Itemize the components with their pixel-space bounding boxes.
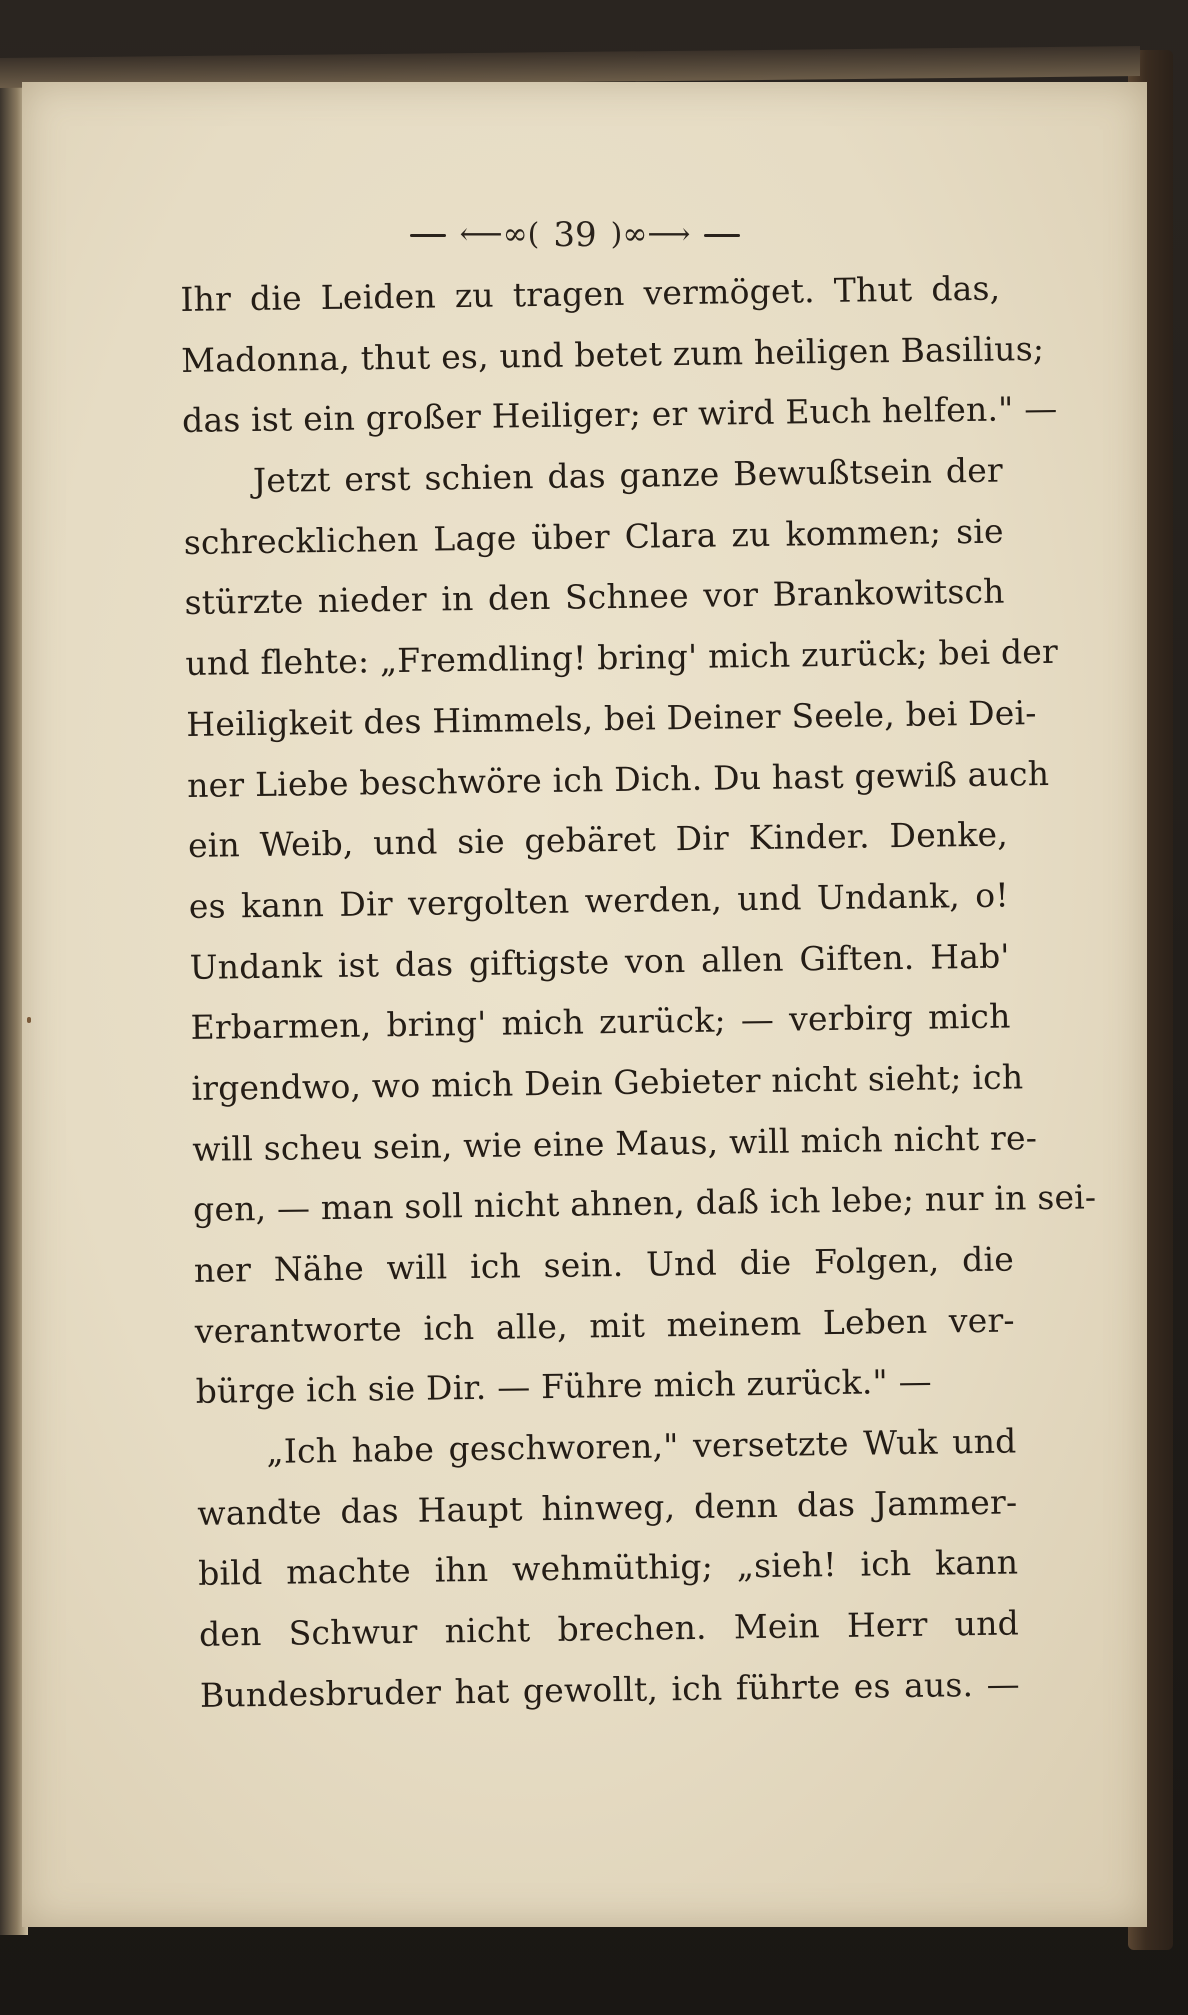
text-line: Heiligkeit des Himmels, bei Deiner Seele, bei Dei- (186, 692, 1037, 744)
text-line: den Schwur nicht brechen. Mein Herr und (198, 1603, 1020, 1654)
text-line: Jetzt erst schien das ganze Bewußtsein der (252, 450, 1004, 501)
text-line: gen, — man soll nicht ahnen, daß ich lebe; nur in sei- (192, 1177, 1097, 1230)
text-line: Ihr die Leiden zu tragen vermöget. Thut das, (180, 268, 1001, 319)
text-line: verantworte ich alle, mit meinem Leben ver- (194, 1300, 1016, 1351)
text-line: und flehte: „Fremdling! bring' mich zurück; bei der (185, 631, 1059, 684)
text-line: „Ich habe geschworen," versetzte Wuk und (266, 1421, 1017, 1471)
text-line: schrecklichen Lage über Clara zu kommen; sie (183, 511, 1004, 562)
text-line: Madonna, thut es, und betet zum heiligen Basilius; (180, 328, 1045, 380)
header-rule-left (410, 234, 446, 237)
page-number: 39 (553, 215, 597, 255)
text-line: irgendwo, wo mich Dein Gebieter nicht sieht; ich (191, 1057, 1024, 1108)
text-line: Bundesbruder hat gewollt, ich führte es aus. — (199, 1664, 1021, 1715)
text-line: ner Nähe will ich sein. Und die Folgen, die (193, 1239, 1015, 1290)
header-ornament-left: ⟵∞( (459, 217, 540, 252)
body-text (180, 259, 1097, 1727)
text-line: das ist ein großer Heiliger; er wird Euch helfen." — (181, 389, 1058, 441)
header-ornament-right: )∞⟶ (610, 217, 691, 252)
text-line: stürzte nieder in den Schnee vor Brankowitsch (184, 571, 1005, 623)
text-line: wandte das Haupt hinweg, denn das Jammer- (197, 1482, 1018, 1533)
paper-speck (27, 1017, 31, 1023)
header-rule-right (704, 234, 740, 237)
text-line: es kann Dir vergolten werden, und Undank, o! (188, 875, 1010, 926)
text-line: bild machte ihn wehmüthig; „sieh! ich kann (197, 1542, 1019, 1594)
text-line: bürge ich sie Dir. — Führe mich zurück." — (195, 1361, 933, 1412)
text-line: will scheu sein, wie eine Maus, will mich nicht re- (192, 1117, 1038, 1169)
text-line: ner Liebe beschwöre ich Dich. Du hast gewiß auch (186, 753, 1050, 805)
text-line: ein Weib, und sie gebäret Dir Kinder. Denke, (187, 814, 1009, 866)
page-header (410, 210, 740, 260)
text-line: Undank ist das giftigste von allen Giften. Hab' (189, 936, 1010, 987)
text-line: Erbarmen, bring' mich zurück; — verbirg mich (190, 996, 1011, 1048)
